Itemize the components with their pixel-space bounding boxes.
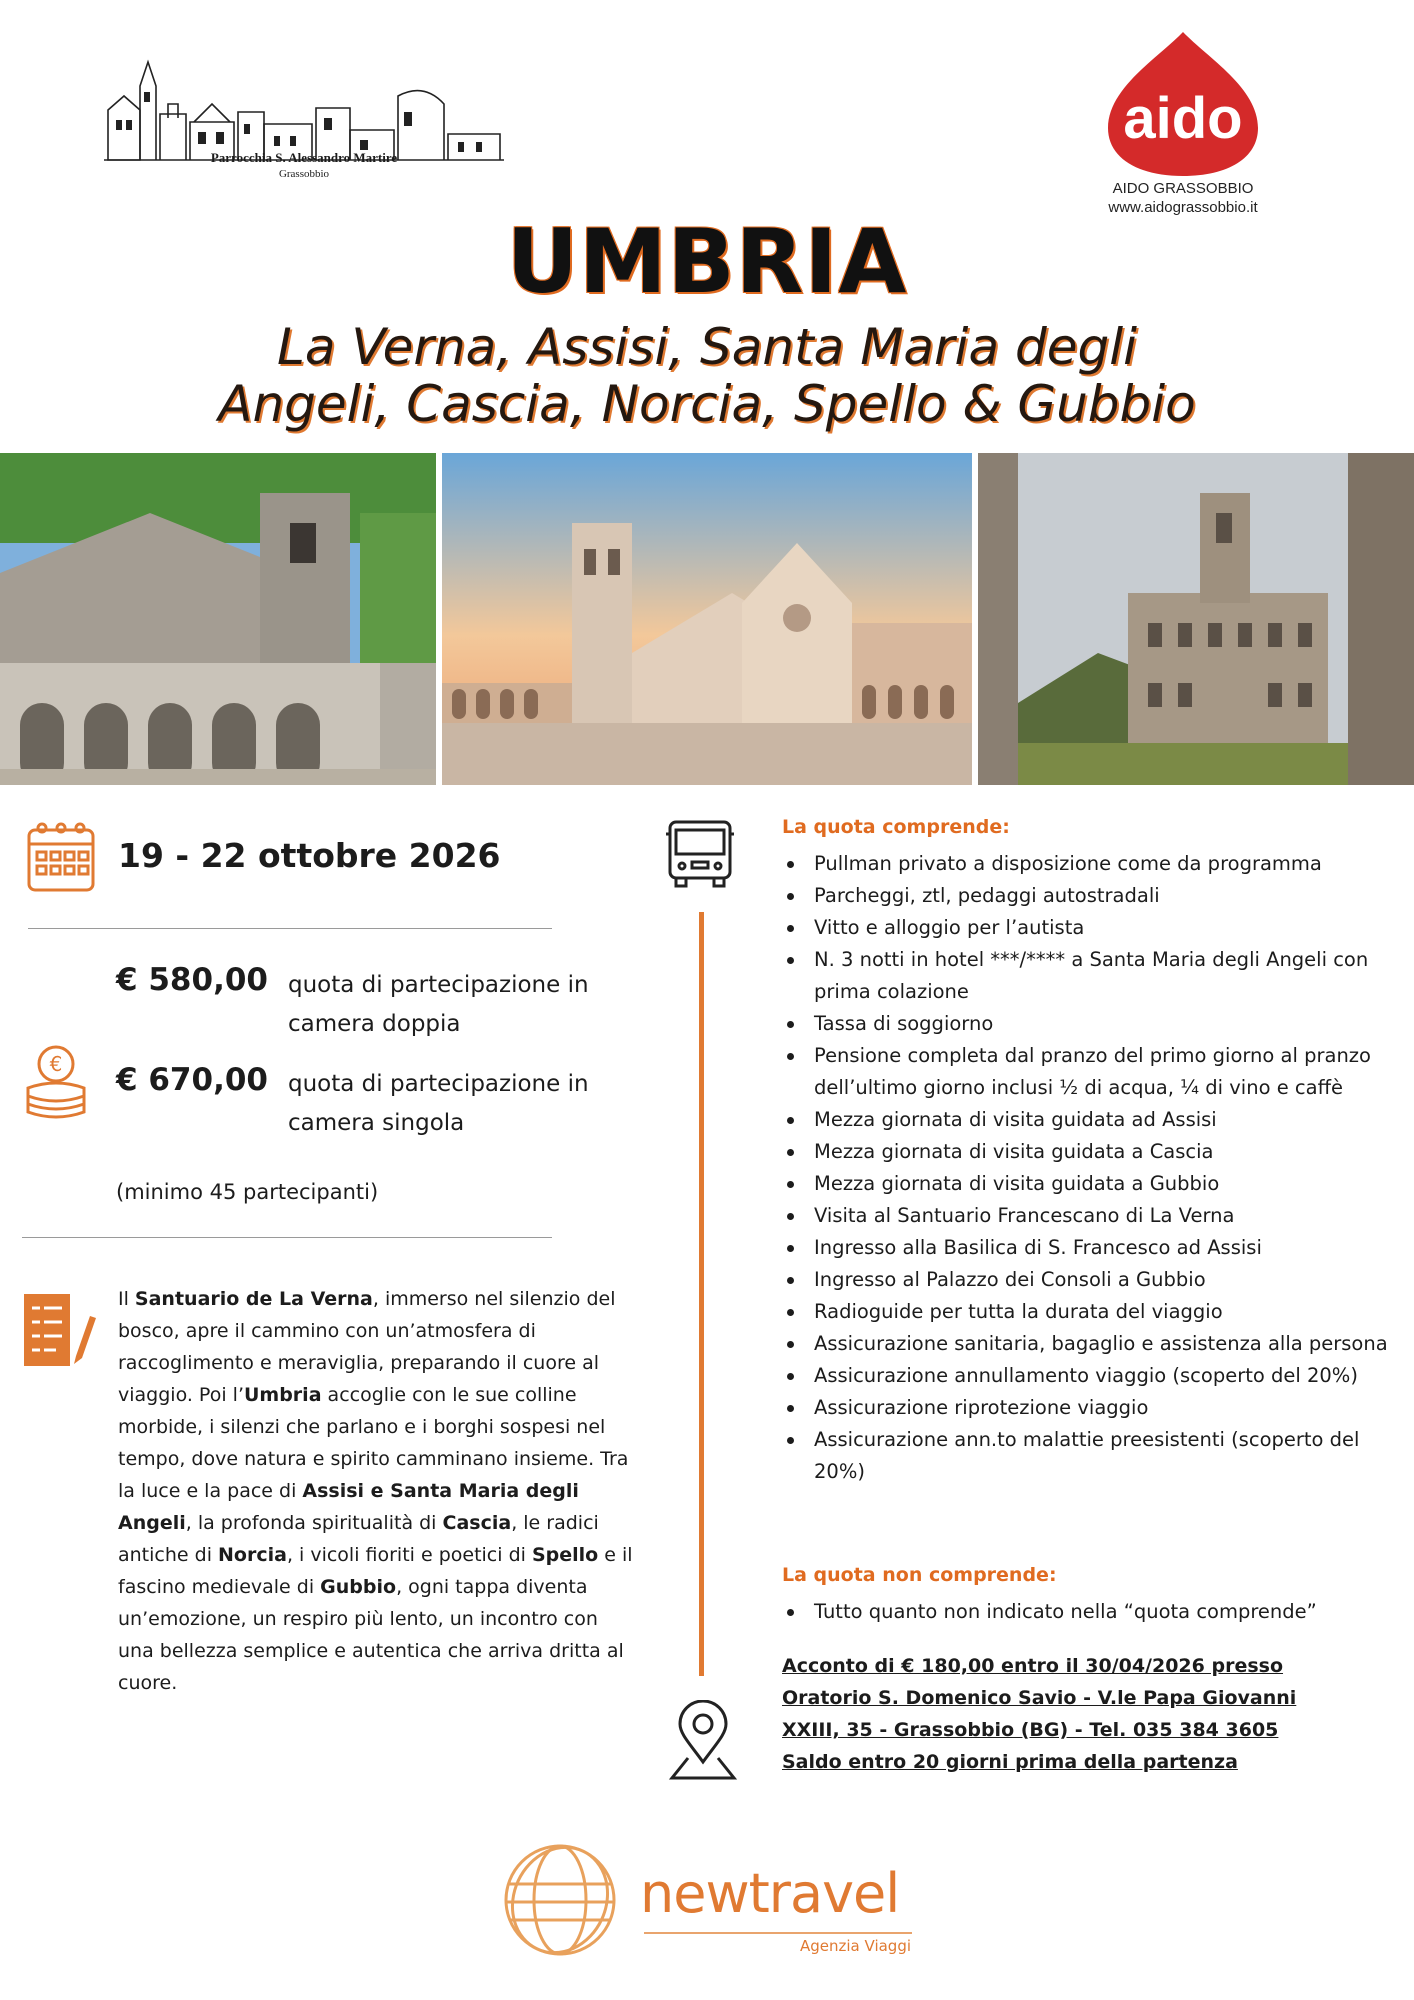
payment-info <box>782 1650 1302 1778</box>
globe-icon <box>500 1840 620 1960</box>
list-item: Tutto quanto non indicato nella “quota comprende” <box>782 1596 1392 1628</box>
list-item: Assicurazione annullamento viaggio (scoperto del 20%) <box>782 1360 1392 1392</box>
intro-paragraph: Il Santuario de La Verna, immerso nel silenzio del bosco, apre il cammino con un’atmosfera di raccoglimento e meraviglia, preparando il cuore al viaggio. Poi l’Umbria accoglie con le sue colline morbide, i silenzi che parlano e i borghi sospesi nel tempo, dove natura e spirito camminano insieme. Tra la luce e la pace di Assisi e Santa Maria degli Angeli, la profonda spiritualità di Cascia, le radici antiche di Norcia, i vicoli fioriti e poetici di Spello e il fascino medievale di Gubbio, ogni tappa diventa un’emozione, un respiro più lento, un incontro con una bellezza semplice e autentica che arriva dritta al cuore. <box>118 1288 633 1694</box>
list-item: Mezza giornata di visita guidata a Cascia <box>782 1136 1392 1168</box>
list-item: Assicurazione sanitaria, bagaglio e assistenza alla persona <box>782 1328 1392 1360</box>
aido-logo <box>1098 28 1268 178</box>
excluded-list <box>782 1596 1392 1628</box>
main-title: UMBRIA <box>506 210 908 313</box>
trip-dates: 19 - 22 ottobre 2026 <box>118 836 501 875</box>
list-item: Pullman privato a disposizione come da programma <box>782 848 1392 880</box>
aido-logo-text: aido <box>1123 86 1243 151</box>
list-item: Tassa di soggiorno <box>782 1008 1392 1040</box>
included-list <box>782 848 1392 1488</box>
list-item: Parcheggi, ztl, pedaggi autostradali <box>782 880 1392 912</box>
list-item: Visita al Santuario Francescano di La Verna <box>782 1200 1392 1232</box>
list-item: Mezza giornata di visita guidata ad Assisi <box>782 1104 1392 1136</box>
subtitle-line-1: La Verna, Assisi, Santa Maria degli <box>276 318 1137 376</box>
list-item: Assicurazione riprotezione viaggio <box>782 1392 1392 1424</box>
list-item: Ingresso alla Basilica di S. Francesco ad Assisi <box>782 1232 1392 1264</box>
divider <box>28 928 552 929</box>
list-item: N. 3 notti in hotel ***/**** a Santa Maria degli Angeli con prima colazione <box>782 944 1392 1008</box>
list-item: Ingresso al Palazzo dei Consoli a Gubbio <box>782 1264 1392 1296</box>
photo-assisi <box>442 453 972 785</box>
payment-line: Oratorio S. Domenico Savio - V.le Papa Giovanni <box>782 1687 1297 1709</box>
aido-website: www.aidograssobbio.it <box>1108 199 1258 216</box>
excluded-title: La quota non comprende: <box>782 1564 1057 1586</box>
price-single: € 670,00 <box>116 1062 268 1098</box>
list-item: Assicurazione ann.to malattie preesistenti (scoperto del 20%) <box>782 1424 1392 1488</box>
list-item: Pensione completa dal pranzo del primo giorno al pranzo dell’ultimo giorno inclusi ½ di acqua, ¼ di vino e caffè <box>782 1040 1392 1104</box>
coins-euro-icon <box>20 1044 90 1128</box>
parish-name: Parrocchia S. Alessandro Martire <box>210 150 398 165</box>
timeline-line <box>699 912 704 1676</box>
list-item: Mezza giornata di visita guidata a Gubbio <box>782 1168 1392 1200</box>
map-pin-icon <box>668 1700 738 1782</box>
photo-gubbio <box>978 453 1414 785</box>
document-pen-icon <box>20 1290 98 1370</box>
payment-line: Acconto di € 180,00 entro il 30/04/2026 presso <box>782 1655 1284 1677</box>
price-double: € 580,00 <box>116 962 268 998</box>
brand-subtitle: Agenzia Viaggi <box>800 1937 912 1955</box>
list-item: Radioguide per tutta la durata del viaggio <box>782 1296 1392 1328</box>
calendar-icon <box>26 820 96 894</box>
subtitle-line-2: Angeli, Cascia, Norcia, Spello & Gubbio <box>218 375 1196 433</box>
included-title: La quota comprende: <box>782 816 1010 838</box>
brand-name: newtravel <box>640 1862 900 1925</box>
svg-text:€: € <box>49 1052 63 1076</box>
list-item: Vitto e alloggio per l’autista <box>782 912 1392 944</box>
bus-icon <box>664 818 736 890</box>
minimum-participants: (minimo 45 partecipanti) <box>116 1180 379 1204</box>
brand-underline <box>644 1932 912 1934</box>
aido-name: AIDO GRASSOBBIO <box>1112 180 1254 197</box>
photo-la-verna <box>0 453 436 785</box>
price-single-description: quota di partecipazione in camera singola <box>288 1071 589 1136</box>
divider <box>22 1237 552 1238</box>
payment-line: XXIII, 35 - Grassobbio (BG) - Tel. 035 384 3605 <box>782 1719 1279 1741</box>
parish-town: Grassobbio <box>278 168 330 180</box>
price-double-description: quota di partecipazione in camera doppia <box>288 972 589 1037</box>
payment-line: Saldo entro 20 giorni prima della partenza <box>782 1751 1238 1773</box>
